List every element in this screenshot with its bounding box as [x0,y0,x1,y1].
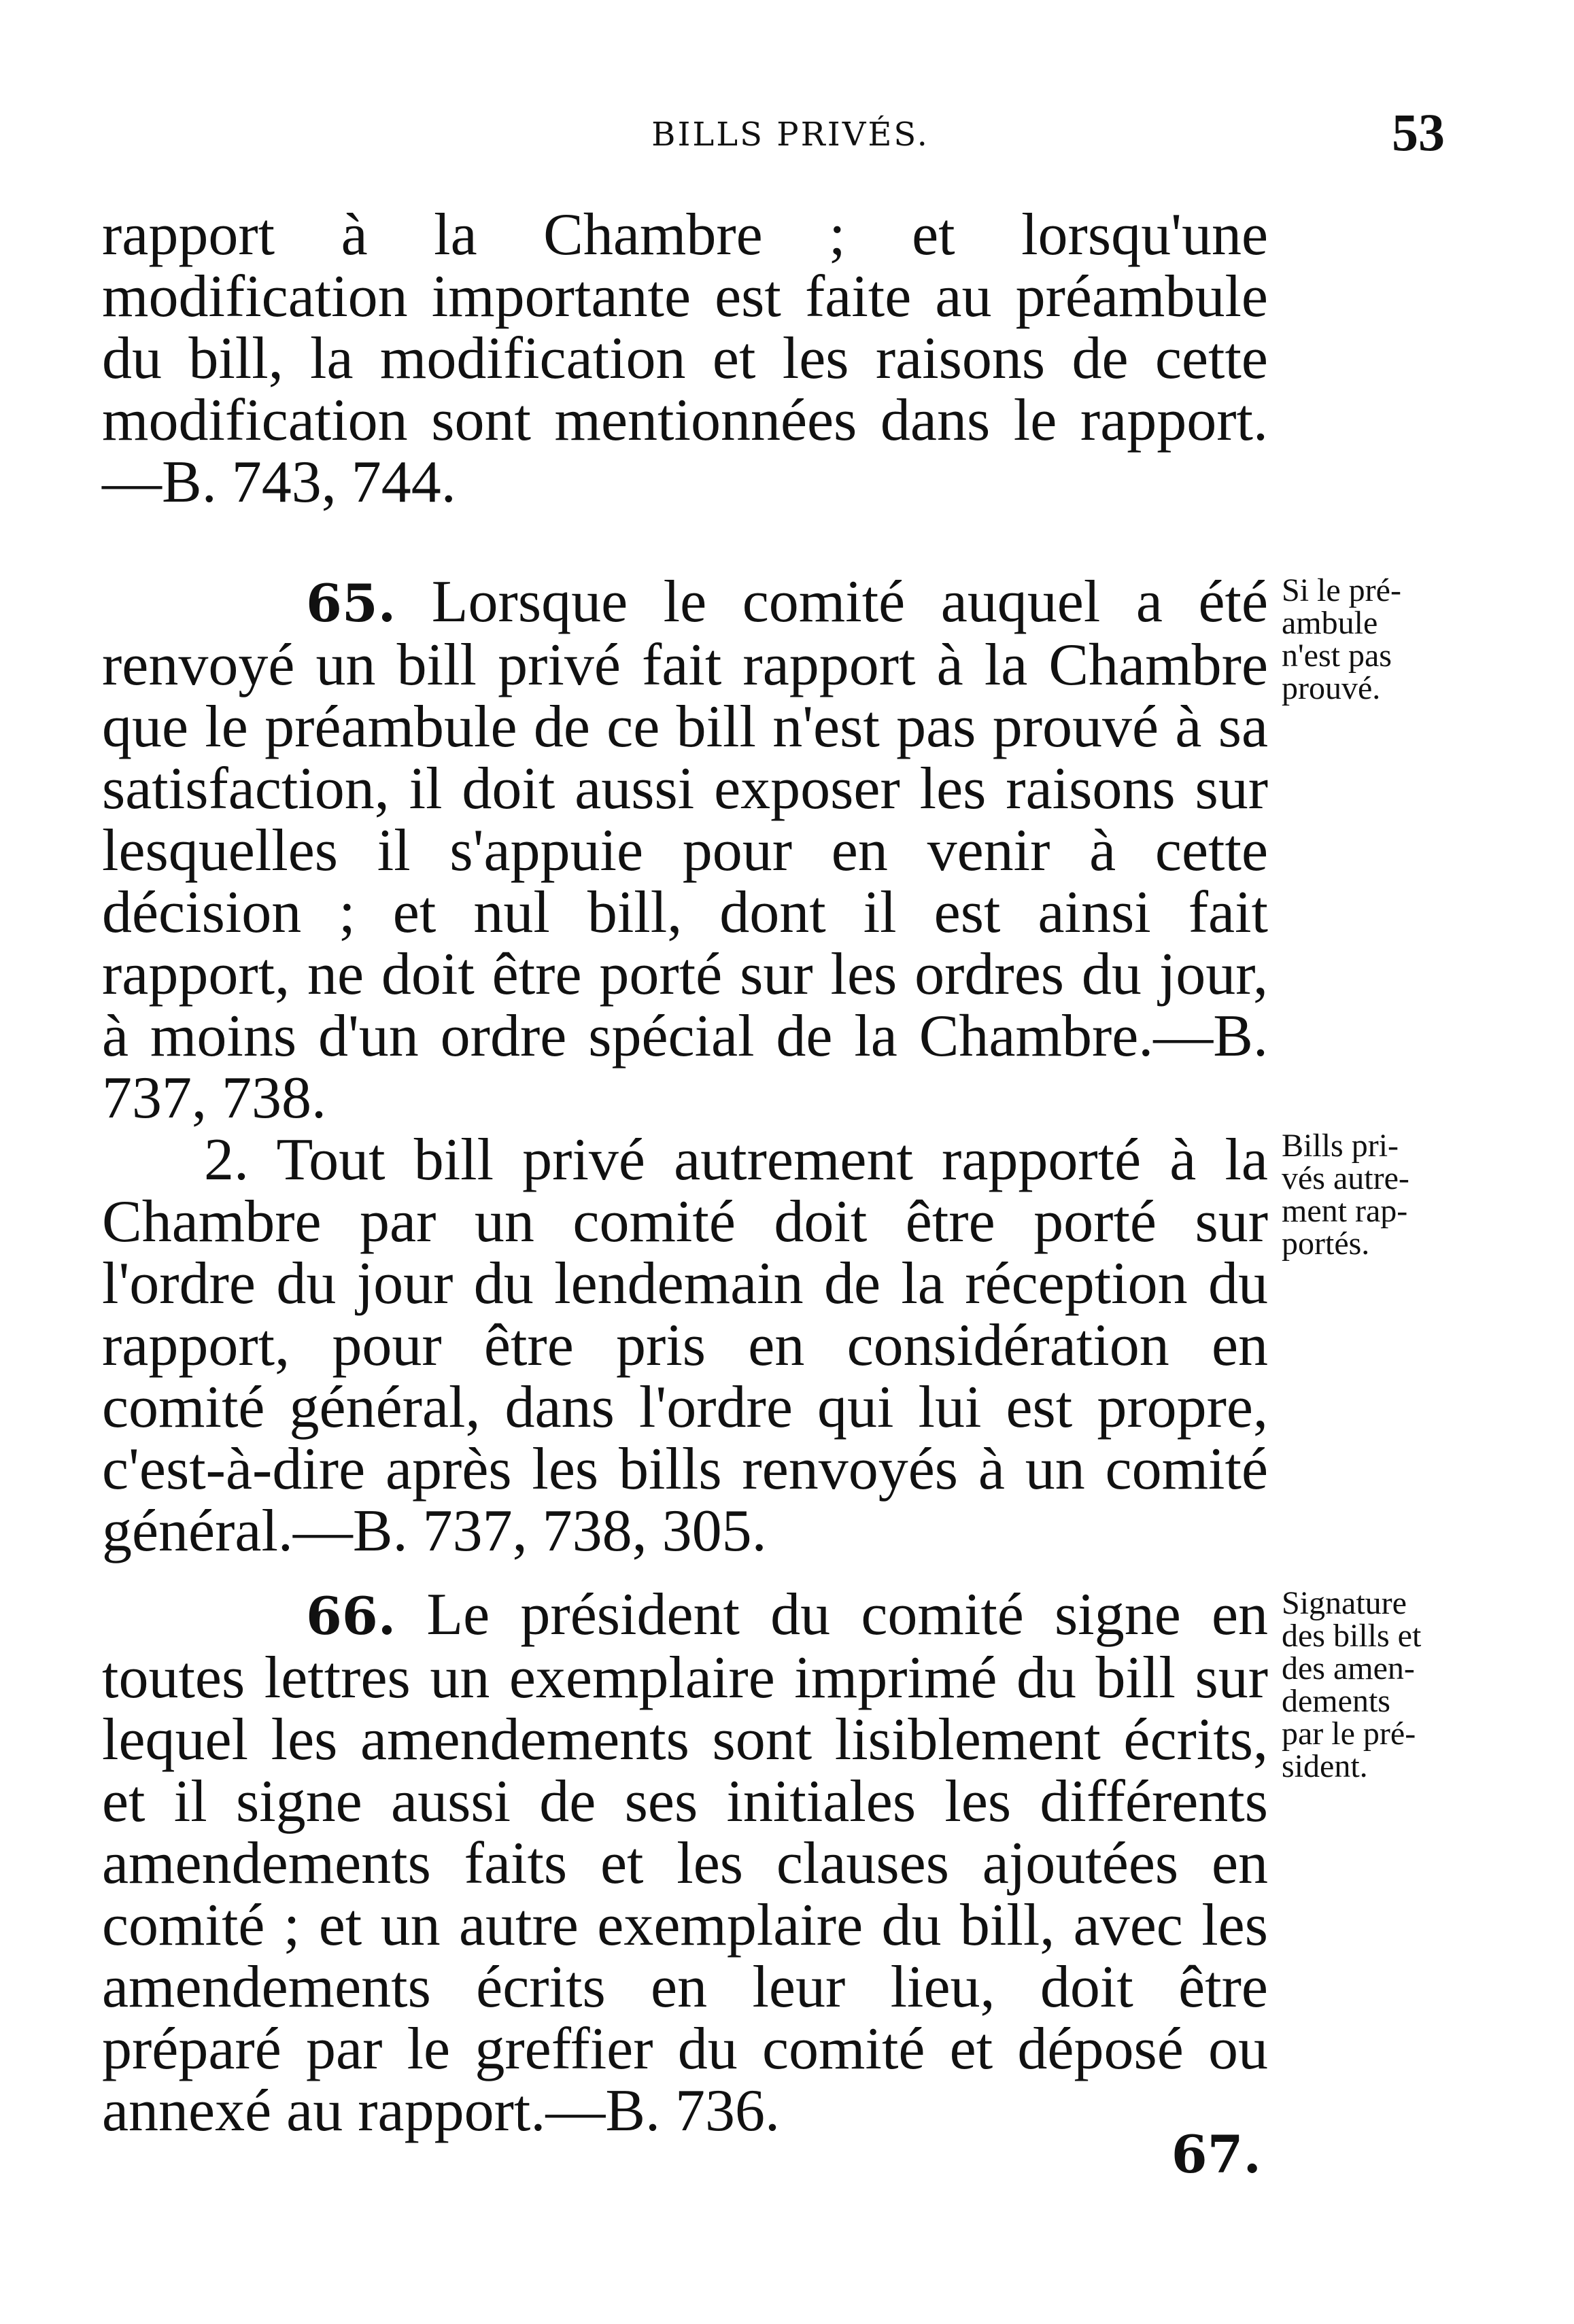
running-title: BILLS PRIVÉS. [651,116,929,154]
margin-note-preamble-not-proven: Si le pré- ambule n'est pas prouvé. [1282,572,1401,706]
continuation-paragraph [102,204,1268,513]
running-head [109,102,1472,170]
page-number: 53 [1392,103,1445,162]
margin-note-signature-of-bills: Signature des bills et des amen- dements par le pré- sident. [1282,1585,1422,1784]
margin-note-private-bills-reported: Bills pri- vés autre- ment rap- portés. [1282,1128,1409,1262]
article-66-text: Le président du comité signe en toutes lettres un exemplaire imprimé du bill sur lequel les amendements sont lisiblement écrits, et il signe aussi de ses initiales les différents amendements faits et les clauses ajoutées en comité ; et un autre exemplaire du bill, avec les amendements écrits en leur lieu, doit être préparé par le greffier du comité et déposé ou annexé au rapport.—B. 736. [102,1582,1269,2144]
continuation-text: rapport à la Chambre ; et lorsqu'une modification importante est faite au préambule du bill, la modification et les raisons de cette modification sont mentionnées dans le rapport.—B. 743, 744. [102,202,1268,515]
article-66 [102,1584,1268,2142]
article-65-paragraph [102,571,1268,1129]
article-65-subsection-2 [102,1129,1268,1562]
article-65-sub-number: 2. [204,1127,249,1193]
article-65-text: Lorsque le comité auquel a été renvoyé un bill privé fait rapport à la Chambre que le préambule de ce bill n'est pas prouvé à sa satisfaction, il doit aussi exposer les raisons sur lesquelles il s'appuie pour en venir à cette décision ; et nul bill, dont il est ainsi fait rapport, ne doit être porté sur les ordres du jour, à moins d'un ordre spécial de la Chambre.—B. 737, 738. [102,569,1269,1131]
article-66-paragraph [102,1584,1268,2142]
article-66-number: 66. [306,1586,396,1646]
article-65-sub-text: Tout bill privé autrement rapporté à la Chambre par un comité doit être porté sur l'ordre du jour du lendemain de la réception du rapport, pour être pris en considération en comité général, dans l'ordre qui lui est propre, c'est-à-dire après les bills renvoyés à un comité général.—B. 737, 738, 305. [102,1127,1268,1564]
article-65 [102,571,1268,1562]
article-65-number: 65. [306,573,396,634]
catchword: 67. [1171,2124,1261,2185]
